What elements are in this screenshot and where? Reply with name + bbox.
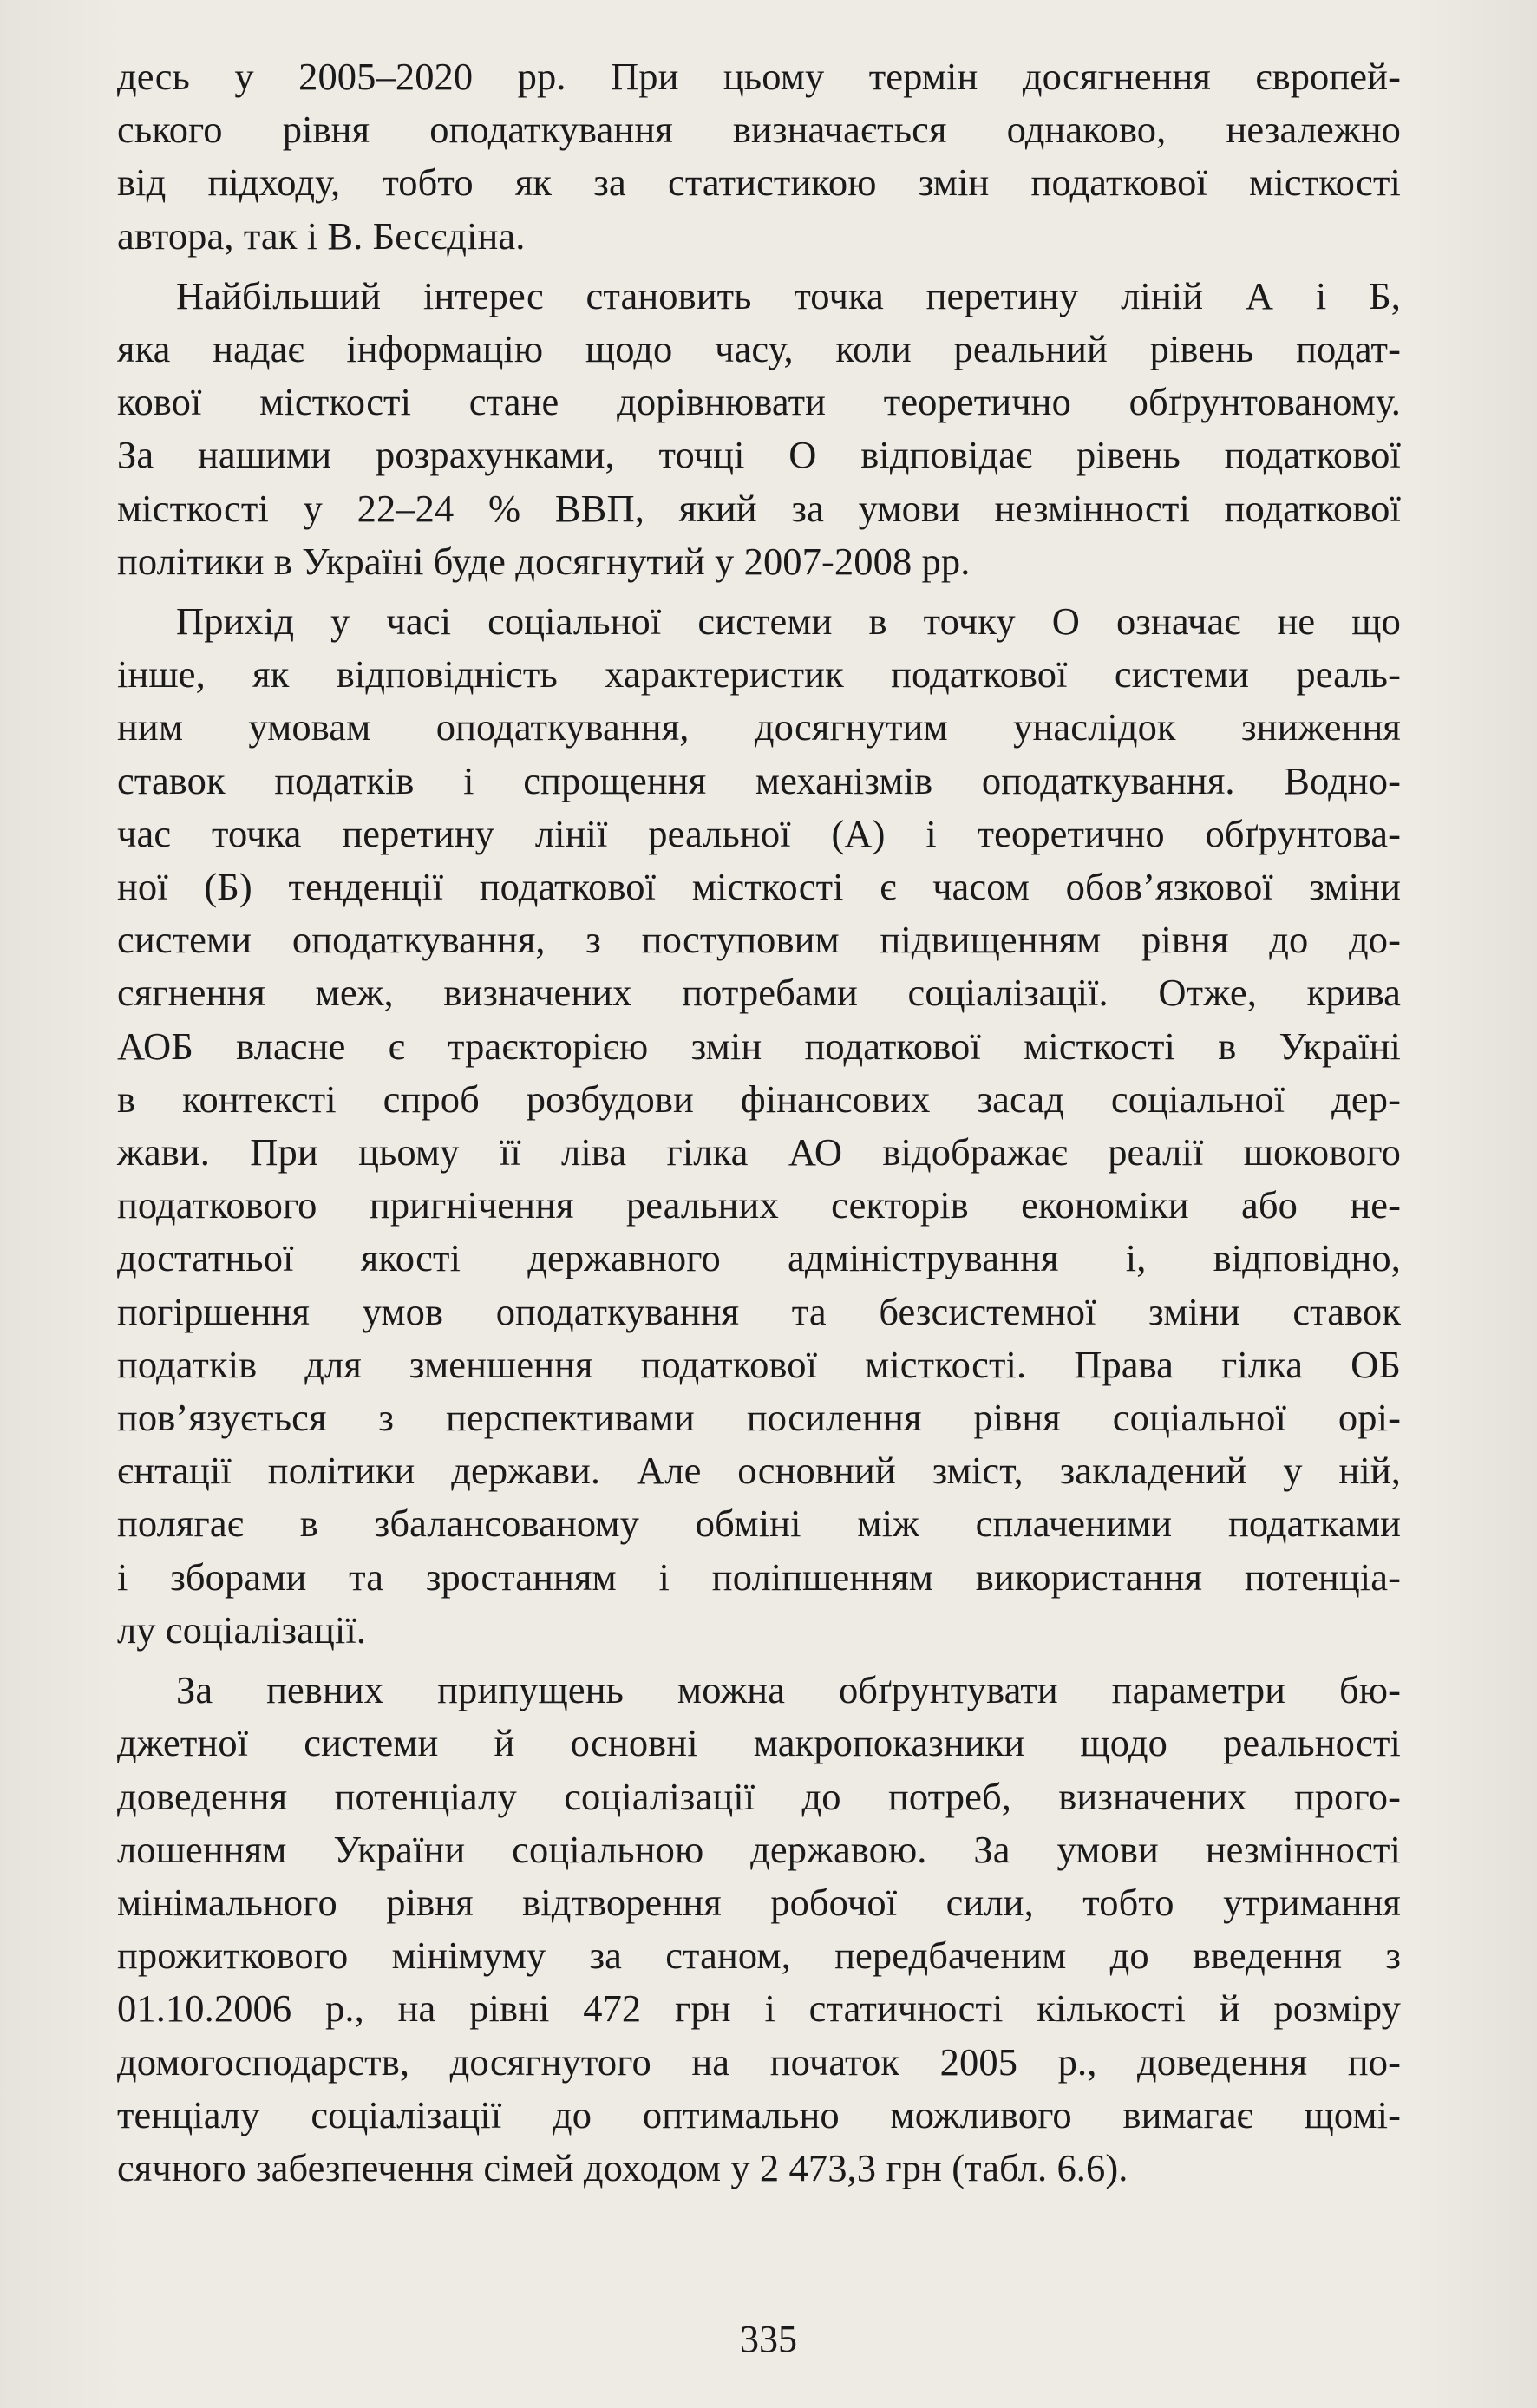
paragraph-4 (117, 1664, 1401, 2195)
text-line: в контексті спроб розбудови фінансових засад соціальної дер- (117, 1076, 1401, 1121)
text-line: мінімального рівня відтворення робочої сили, тобто утримання (117, 1880, 1401, 1924)
text-line: кової місткості стане дорівнювати теоретично обґрунтованому. (117, 380, 1401, 424)
text-line: ського рівня оподаткування визначається однаково, незалежно (117, 108, 1401, 152)
text-line: податків для зменшення податкової місткості. Права гілка ОБ (117, 1342, 1401, 1386)
text-line: лошенням України соціальною державою. За умови незмінності (117, 1827, 1401, 1871)
text-line: джетної системи й основні макропоказники щодо реальності (117, 1721, 1401, 1765)
text-line: сягнення меж, визначених потребами соціалізації. Отже, крива (117, 971, 1401, 1015)
text-line: лу соціалізації. (117, 1607, 367, 1652)
text-line: погіршення умов оподаткування та безсистемної зміни ставок (117, 1289, 1401, 1333)
text-line: десь у 2005–2020 рр. При цьому термін досягнення європей- (117, 55, 1401, 98)
text-line: ставок податків і спрощення механізмів оподаткування. Водно- (117, 758, 1401, 802)
text-line: ним умовам оподаткування, досягнутим унаслідок зниження (117, 705, 1401, 749)
text-line: час точка перетину лінії реальної (А) і теоретично обґрунтова- (117, 811, 1401, 855)
text-line: яка надає інформацію щодо часу, коли реальний рівень подат- (117, 327, 1401, 371)
text-line: За нашими розрахунками, точці О відповідає рівень податкової (117, 433, 1401, 477)
text-line: За певних припущень можна обґрунтувати параметри бю- (176, 1668, 1401, 1712)
text-line: від підходу, тобто як за статистикою змін податкової місткості (117, 160, 1401, 205)
text-line: системи оподаткування, з поступовим підвищенням рівня до до- (117, 918, 1401, 962)
text-line: і зборами та зростанням і поліпшенням використання потенціа- (117, 1554, 1401, 1599)
text-line: прожиткового мінімуму за станом, передбаченим до введення з (117, 1934, 1401, 1978)
text-line: Прихід у часі соціальної системи в точку О означає не що (176, 599, 1401, 644)
text-line: тенціалу соціалізації до оптимально можливого вимагає щомі- (117, 2092, 1401, 2136)
text-line: податкового пригнічення реальних секторів економіки або не- (117, 1183, 1401, 1227)
text-line: пов’язується з перспективами посилення рівня соціальної орі- (117, 1396, 1401, 1440)
text-line: Найбільший інтерес становить точка перетину ліній А і Б, (176, 273, 1401, 317)
text-line: достатньої якості державного адміністрування і, відповідно, (117, 1236, 1401, 1280)
text-line: домогосподарств, досягнутого на початок 2005 р., доведення по- (117, 2039, 1401, 2084)
page-number: 335 (740, 2318, 797, 2360)
text-line: ної (Б) тенденції податкової місткості є часом обов’язкової зміни (117, 865, 1401, 909)
text-line: 01.10.2006 р., на рівні 472 грн і статичності кількості й розміру (117, 1986, 1401, 2031)
text-line: місткості у 22–24 % ВВП, який за умови незмінності податкової (117, 486, 1401, 530)
paragraph-1 (117, 50, 1401, 263)
body-text (117, 50, 1401, 2202)
text-line: АОБ власне є траєкторією змін податкової місткості в Україні (117, 1024, 1401, 1068)
text-line: автора, так і В. Бесєдіна. (117, 213, 526, 258)
text-line: доведення потенціалу соціалізації до потреб, визначених прого- (117, 1774, 1401, 1818)
text-line: єнтації політики держави. Але основний зміст, закладений у ній, (117, 1449, 1401, 1493)
text-line: політики в Україні буде досягнутий у 2007-2008 рр. (117, 539, 971, 583)
text-line: жави. При цьому її ліва гілка АО відображає реалії шокового (117, 1130, 1401, 1175)
paragraph-3 (117, 595, 1401, 1657)
text-line: сячного забезпечення сімей доходом у 2 473,3 грн (табл. 6.6). (117, 2145, 1128, 2189)
text-line: інше, як відповідність характеристик податкової системи реаль- (117, 652, 1401, 697)
text-line: полягає в збалансованому обміні між сплаченими податками (117, 1502, 1401, 1546)
paragraph-2 (117, 270, 1401, 588)
